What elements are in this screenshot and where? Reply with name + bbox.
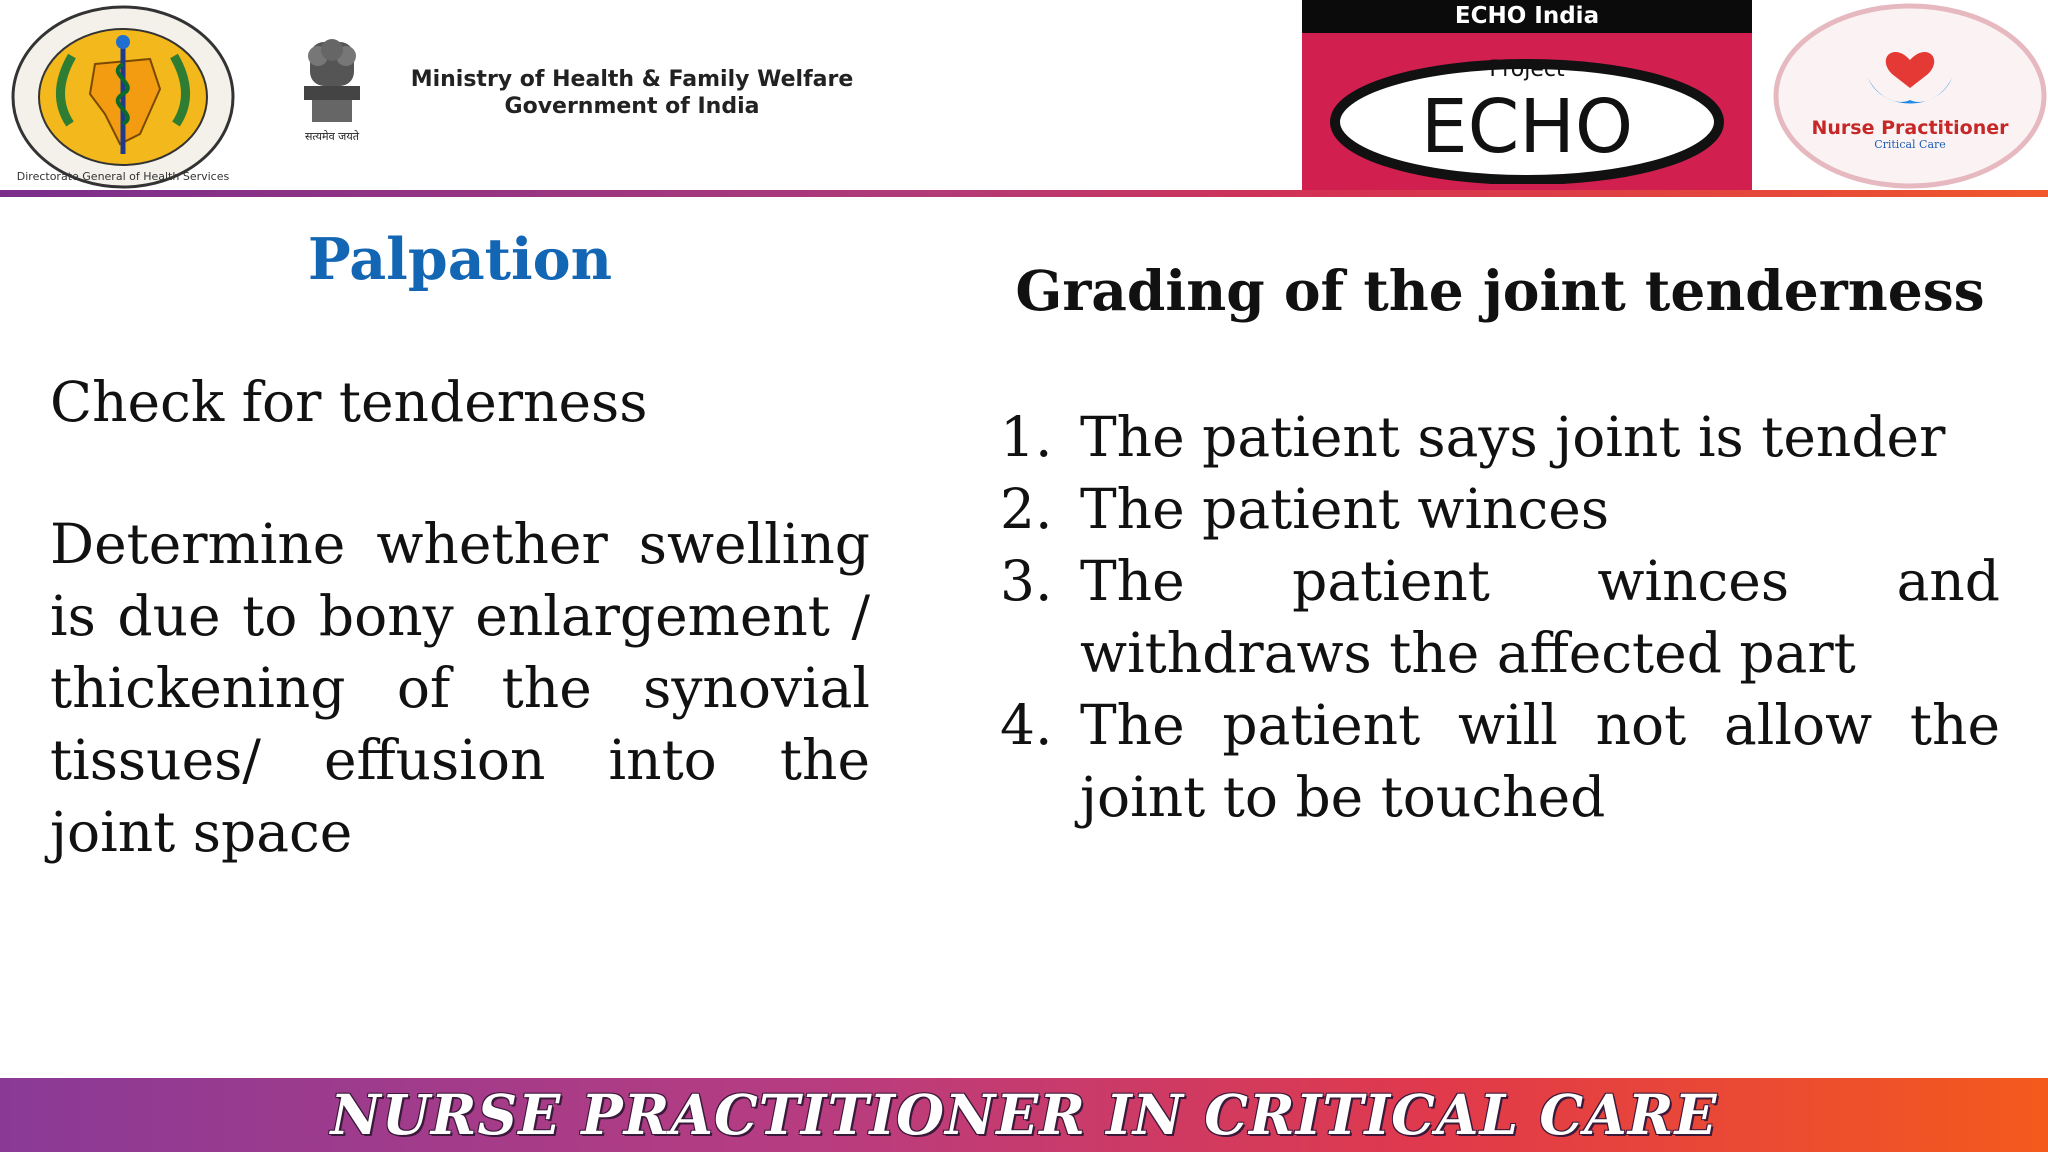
footer-banner-text: NURSE PRACTITIONER IN CRITICAL CARE (330, 1082, 1718, 1147)
echo-india-panel (1302, 0, 1752, 192)
grading-item-text: The patient winces and withdraws the affected part (1080, 549, 2000, 685)
ministry-line-2: Government of India (504, 94, 760, 119)
np-logo-subtext: Critical Care (1874, 138, 1946, 151)
grading-item-text: The patient will not allow the joint to be touched (1080, 693, 2000, 829)
ministry-title (392, 66, 872, 120)
grading-item-number: 3. (1000, 549, 1053, 613)
grading-item-3 (1000, 545, 2000, 689)
grading-item-number: 4. (1000, 693, 1053, 757)
ministry-line-1: Ministry of Health & Family Welfare (410, 67, 854, 92)
dghs-seal-logo (10, 4, 236, 190)
grading-heading: Grading of the joint tenderness (1015, 258, 1985, 323)
check-tenderness-text: Check for tenderness (50, 370, 648, 434)
national-emblem-icon (282, 34, 382, 146)
grading-item-text: The patient winces (1080, 477, 1610, 541)
grading-list (1000, 401, 2000, 833)
grading-item-number: 1. (1000, 405, 1053, 469)
header-bar (0, 0, 2048, 200)
grading-item-number: 2. (1000, 477, 1053, 541)
nurse-practitioner-logo (1772, 2, 2048, 190)
grading-item-4 (1000, 689, 2000, 833)
header-divider (0, 190, 2048, 197)
footer-banner (0, 1078, 2048, 1152)
emblem-motto: सत्यमेव जयते (304, 130, 360, 143)
echo-india-label: ECHO India (1302, 0, 1752, 33)
grading-item-2 (1000, 473, 2000, 545)
echo-word-text: ECHO (1420, 84, 1634, 170)
palpation-heading: Palpation (307, 226, 613, 293)
dghs-ring-text: Directorate General of Health Services (16, 170, 230, 183)
swelling-paragraph: Determine whether swelling is due to bony enlargement / thickening of the synovial tissues/ effusion into the joint space (50, 512, 870, 864)
project-echo-logo (1330, 52, 1724, 184)
np-logo-text: Nurse Practitioner (1811, 117, 2009, 139)
echo-project-text: Project (1489, 57, 1565, 82)
grading-item-1 (1000, 401, 2000, 473)
grading-item-text: The patient says joint is tender (1080, 405, 1946, 469)
